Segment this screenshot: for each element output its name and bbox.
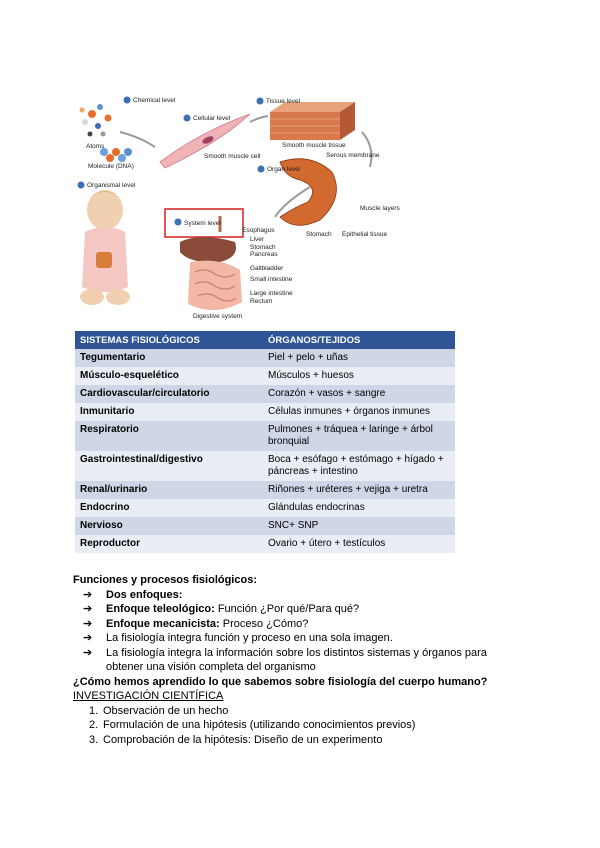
table-row: [75, 367, 455, 385]
header-organs: ÓRGANOS/TEJIDOS: [263, 331, 455, 349]
arrow-icon: ➔: [83, 603, 93, 615]
system-cell: Inmunitario: [75, 403, 263, 421]
label-serous: Serous membrane: [326, 152, 380, 159]
arrow-icon: ➔: [83, 632, 93, 644]
figure-svg: [70, 92, 410, 324]
digestive-system: [180, 216, 242, 310]
list-item: ➔ La fisiología integra función y proceso en una sola imagen.: [83, 632, 393, 644]
list-item: 2. Formulación de una hipótesis (utilizando conocimientos previos): [89, 719, 416, 731]
organs-cell: Músculos + huesos: [263, 367, 455, 385]
organs-cell: Piel + pelo + uñas: [263, 349, 455, 367]
system-cell: Renal/urinario: [75, 481, 263, 499]
label-stomach: Stomach: [306, 231, 332, 238]
system-cell: Nervioso: [75, 517, 263, 535]
label-rectum: Rectum: [250, 298, 273, 305]
table-row: [75, 499, 455, 517]
system-cell: Respiratorio: [75, 421, 263, 451]
table-row: [75, 421, 455, 451]
table-row: [75, 535, 455, 553]
dna-molecule: [100, 148, 132, 162]
label-organ: Organ level: [267, 166, 301, 173]
list-item: 1. Observación de un hecho: [89, 704, 229, 717]
system-cell: Endocrino: [75, 499, 263, 517]
system-cell: Gastrointestinal/digestivo: [75, 451, 263, 481]
organs-cell: Pulmones + tráquea + laringe + árbol bronquial: [263, 421, 455, 451]
system-cell: Reproductor: [75, 535, 263, 553]
label-small-int: Small intestine: [250, 276, 293, 283]
label-stomach2: Stomach: [250, 244, 276, 251]
label-muscle-layers: Muscle layers: [360, 205, 400, 212]
arrow-icon: ➔: [83, 646, 93, 659]
system-cell: Músculo-esquelético: [75, 367, 263, 385]
label-pancreas: Pancreas: [250, 251, 278, 258]
table-header-row: [75, 331, 455, 349]
heading-how-learned: ¿Cómo hemos aprendido lo que sabemos sobre fisiología del cuerpo humano?: [73, 675, 488, 688]
label-smooth-tissue: Smooth muscle tissue: [282, 142, 346, 149]
organs-cell: Ovario + útero + testículos: [263, 535, 455, 553]
approaches-list: [73, 588, 513, 675]
atoms-cluster: [80, 104, 112, 137]
organs-cell: Boca + esófago + estómago + hígado + páncreas + intestino: [263, 451, 455, 481]
levels-of-organization-figure: [70, 92, 410, 324]
organs-cell: Corazón + vasos + sangre: [263, 385, 455, 403]
table-row: [75, 481, 455, 499]
system-cell: Cardiovascular/circulatorio: [75, 385, 263, 403]
table-row: [75, 451, 455, 481]
label-chemical: Chemical level: [133, 97, 176, 104]
label-cellular: Cellular level: [193, 115, 231, 122]
organs-cell: Células inmunes + órganos inmunes: [263, 403, 455, 421]
label-large-int: Large intestine: [250, 290, 293, 297]
list-item: ➔ Dos enfoques:: [83, 588, 183, 601]
arrow-icon: ➔: [83, 617, 93, 630]
organs-cell: Riñones + uréteres + vejiga + uretra: [263, 481, 455, 499]
steps-list: [73, 704, 513, 748]
label-organismal: Organismal level: [87, 182, 136, 189]
table-row: [75, 385, 455, 403]
label-digestive: Digestive system: [193, 313, 243, 320]
table-row: [75, 349, 455, 367]
label-system: System level: [184, 220, 221, 227]
table-row: [75, 517, 455, 535]
label-tissue: Tissue level: [266, 98, 301, 105]
label-epithelial: Epithelial tissue: [342, 231, 388, 238]
label-atoms: Atoms: [86, 143, 105, 150]
child-figure: [80, 190, 130, 305]
arrow-icon: ➔: [83, 588, 93, 601]
list-item: ➔ Enfoque teleológico: Función ¿Por qué/Para qué?: [83, 603, 360, 615]
label-liver: Liver: [250, 236, 265, 243]
heading-functions: Funciones y procesos fisiológicos:: [73, 574, 257, 586]
smooth-muscle-tissue: [270, 102, 355, 140]
heading-research: INVESTIGACIÓN CIENTÍFICA: [73, 690, 224, 702]
organs-cell: SNC+ SNP: [263, 517, 455, 535]
label-gallbladder: Gallbladder: [250, 265, 284, 272]
system-cell: Tegumentario: [75, 349, 263, 367]
header-systems: SISTEMAS FISIOLÓGICOS: [75, 331, 263, 349]
notes-content: [73, 573, 513, 747]
table-row: [75, 403, 455, 421]
label-smooth-cell: Smooth muscle cell: [204, 153, 261, 160]
list-item: ➔ La fisiología integra la información sobre los distintos sistemas y órganos para obtener una visión completa del organismo: [83, 646, 487, 673]
systems-table: [75, 331, 455, 553]
list-item: 3. Comprobación de la hipótesis: Diseño de un experimento: [89, 733, 383, 746]
label-molecule: Molecule (DNA): [88, 163, 134, 170]
list-item: ➔ Enfoque mecanicista: Proceso ¿Cómo?: [83, 617, 309, 630]
label-esophagus: Esophagus: [242, 227, 275, 234]
organs-cell: Glándulas endocrinas: [263, 499, 455, 517]
